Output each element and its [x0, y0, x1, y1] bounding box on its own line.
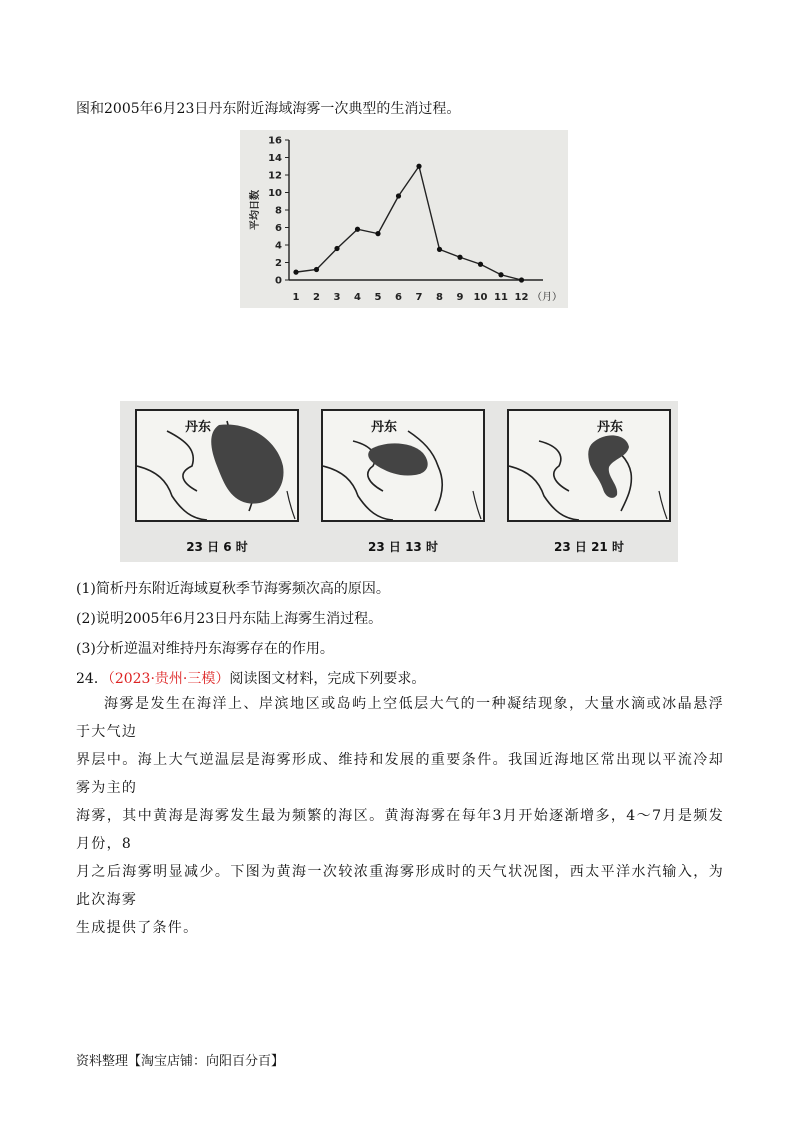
x-tick-label: 9: [456, 292, 464, 303]
data-point: [293, 270, 298, 275]
map-2-label: 丹东: [371, 420, 398, 435]
x-tick-label: 4: [354, 292, 361, 303]
x-tick-label: 3: [333, 292, 341, 303]
map-2-svg: [323, 411, 483, 520]
x-tick-label: 5: [374, 292, 382, 303]
material-paragraph: [76, 690, 724, 942]
paragraph-line: 界层中。海上大气逆温层是海雾形成、维持和发展的重要条件。我国近海地区常出现以平流冷却雾为主的: [76, 752, 724, 796]
map-3-svg: [509, 411, 669, 520]
y-tick-label: 12: [268, 170, 282, 182]
intro-text: 图和2005年6月23日丹东附近海域海雾一次典型的生消过程。: [76, 101, 461, 117]
question-2: (2)说明2005年6月23日丹东陆上海雾生消过程。: [76, 611, 383, 627]
question-prompt: 阅读图文材料，完成下列要求。: [229, 671, 426, 687]
map-panel-2: [321, 409, 485, 522]
x-tick-label: 11: [494, 292, 508, 303]
data-point: [396, 193, 401, 198]
footer-note: 资料整理【淘宝店铺：向阳百分百】: [76, 1054, 285, 1069]
data-point: [457, 255, 462, 260]
fog-process-maps: [120, 401, 678, 562]
x-tick-label: 7: [415, 292, 423, 303]
question-source: （2023·贵州·三模）: [107, 671, 230, 687]
y-tick-label: 4: [275, 240, 282, 252]
y-tick-label: 16: [268, 135, 282, 147]
x-tick-label: 10: [473, 292, 488, 303]
chart-svg: [240, 130, 568, 308]
question-24-heading: [76, 668, 425, 688]
x-tick-label: 8: [436, 292, 443, 303]
x-unit-label: （月）: [532, 292, 562, 303]
map-panel-1: [135, 409, 299, 522]
question-3: (3)分析逆温对维持丹东海雾存在的作用。: [76, 641, 334, 657]
data-point: [355, 227, 360, 232]
map-3-caption: 23 日 21 时: [554, 540, 624, 554]
y-tick-label: 6: [275, 223, 282, 234]
series-line: [296, 166, 522, 280]
y-axis-label: 平均日数: [250, 190, 261, 230]
y-tick-label: 0: [275, 275, 282, 287]
map-3-label: 丹东: [597, 420, 624, 435]
data-point: [334, 246, 339, 251]
paragraph-line: 生成提供了条件。: [76, 920, 199, 936]
y-tick-label: 8: [275, 205, 282, 217]
map-1-label: 丹东: [185, 420, 212, 435]
x-tick-label: 1: [292, 292, 300, 303]
y-tick-label: 14: [268, 153, 282, 164]
fog-days-chart: [240, 130, 568, 308]
x-tick-label: 12: [514, 292, 529, 303]
data-point: [437, 247, 442, 252]
question-number: 24．: [76, 671, 108, 687]
paragraph-line: 海雾，其中黄海是海雾发生最为频繁的海区。黄海海雾在每年3月开始逐渐增多，4〜7月是频发月份，8: [76, 808, 724, 852]
data-point: [416, 164, 421, 169]
data-point: [519, 277, 524, 282]
y-tick-label: 10: [268, 188, 282, 199]
x-tick-label: 6: [395, 292, 402, 303]
paragraph-line: 月之后海雾明显减少。下图为黄海一次较浓重海雾形成时的天气状况图，西太平洋水汽输入，为此次海雾: [76, 864, 724, 908]
fog-area-2: [368, 443, 427, 475]
data-point: [498, 272, 503, 277]
map-1-caption: 23 日 6 时: [186, 540, 248, 554]
x-tick-label: 2: [313, 292, 320, 303]
data-point: [478, 262, 483, 267]
fog-area-3: [588, 435, 629, 498]
fog-area-1: [211, 424, 283, 503]
map-1-svg: [137, 411, 297, 520]
y-tick-label: 2: [275, 258, 282, 269]
paragraph-line: 海雾是发生在海洋上、岸滨地区或岛屿上空低层大气的一种凝结现象，大量水滴或冰晶悬浮于大气边: [76, 696, 724, 740]
map-2-caption: 23 日 13 时: [368, 540, 438, 554]
question-1: (1)简析丹东附近海域夏秋季节海雾频次高的原因。: [76, 581, 390, 597]
map-panel-3: [507, 409, 671, 522]
data-point: [375, 231, 380, 236]
data-point: [314, 267, 319, 272]
